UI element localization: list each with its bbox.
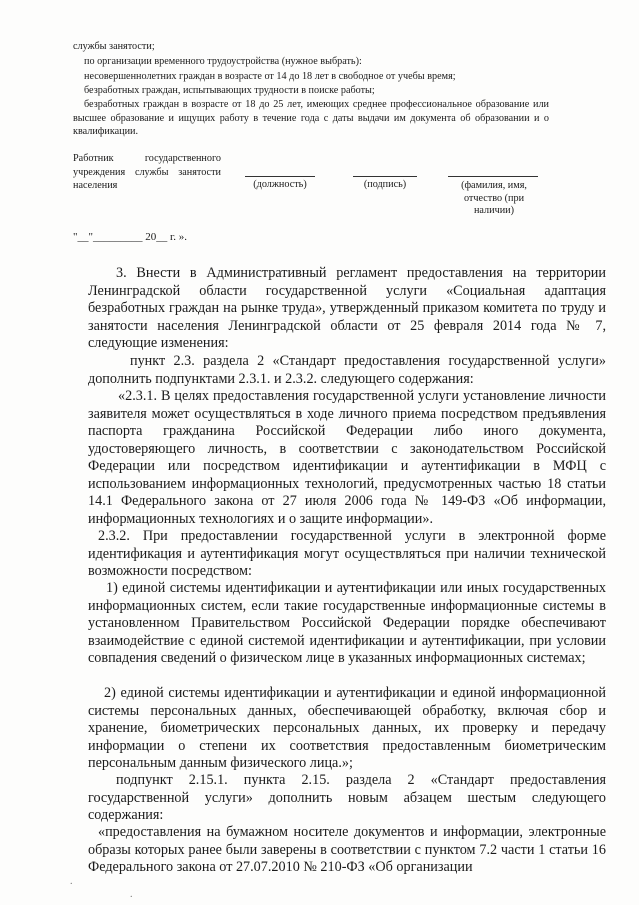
signature-caption: (подпись): [363, 179, 407, 190]
date-line: "__"_________ 20__ г. ».: [73, 231, 188, 243]
paragraph-2-3-2: 2.3.2. При предоставлении государственной услуги в электронной форме идентификация и аутентификация могут осуществляться при наличии технической возможности посредством:: [88, 528, 606, 579]
paragraph-item-2: 2) единой системы идентификации и аутентификации и единой информационной системы персональных данных, обеспечивающей обработку, включая сбор и хранение, биометрических персональных данных, их проверку и передачу информации о степени их соответствия предоставленным биометрическим персональным данным физического лица.»;: [88, 685, 606, 771]
position-line: [245, 176, 315, 177]
position-caption: (должность): [253, 179, 307, 190]
signature-line: [353, 176, 417, 177]
list-line: несовершеннолетних граждан в возрасте от 14 до 18 лет в свободное от учебы время;: [84, 71, 456, 82]
list-line: безработных граждан, испытывающих трудности в поиске работы;: [84, 85, 375, 96]
official-title: Работник государственного учреждения службы занятости населения: [73, 153, 221, 191]
name-line: [448, 176, 538, 177]
list-line: службы занятости;: [73, 41, 155, 52]
paragraph-2-15-1: подпункт 2.15.1. пункта 2.15. раздела 2 «Стандарт предоставления государственной услуги» дополнить новым абзацем шестым следующего содержания:: [88, 772, 606, 823]
paragraph-3: 3. Внести в Административный регламент предоставления на территории Ленинградской области государственной услуги «Социальная адаптация безработных граждан на рынке труда», утвержденный приказом комитета по труду и занятости населения Ленинградской области от 25 февраля 2014 года № 7, следующие изменения:: [88, 265, 606, 351]
list-paragraph: безработных граждан в возрасте от 18 до 25 лет, имеющих среднее профессиональное образование или высшее образование и ищущих работу в течение года с даты выдачи им документа об образовании и о квалификации.: [73, 99, 549, 137]
scan-speck: .: [70, 876, 73, 887]
paragraph-quote: «предоставления на бумажном носителе документов и информации, электронные образы которых ранее были заверены в соответствии с пунктом 7.2 части 1 статьи 16 Федерального закона от 27.07.2010 № 210-ФЗ «Об организации: [88, 824, 606, 875]
scan-speck: .: [130, 889, 133, 900]
paragraph-2-3: пункт 2.3. раздела 2 «Стандарт предоставления государственной услуги» дополнить подпунктами 2.3.1. и 2.3.2. следующего содержания:: [88, 353, 606, 387]
name-caption: (фамилия, имя, отчество (при наличии): [461, 180, 527, 216]
paragraph-2-3-1: «2.3.1. В целях предоставления государственной услуги установление личности заявителя может осуществляться в ходе личного приема посредством предъявления паспорта гражданина Российской Федерации либо иного документа, удостоверяющего личность, в соответствии с законодательством Российской Федерации или посредством идентификации и аутентификации в МФЦ с использованием информационных технологий, предусмотренных частью 18 статьи 14.1 Федерального закона от 27 июля 2006 года № 149-ФЗ «Об информации, информационных технологиях и о защите информации».: [88, 388, 606, 527]
list-line: по организации временного трудоустройства (нужное выбрать):: [84, 56, 362, 67]
paragraph-item-1: 1) единой системы идентификации и аутентификации или иных государственных информационных систем, если такие государственные информационные системы в установленном Правительством Российской Федерации порядке обеспечивают взаимодействие с единой системой идентификации и аутентификации, при условии совпадения сведений о физическом лице в указанных информационных системах;: [88, 580, 606, 666]
